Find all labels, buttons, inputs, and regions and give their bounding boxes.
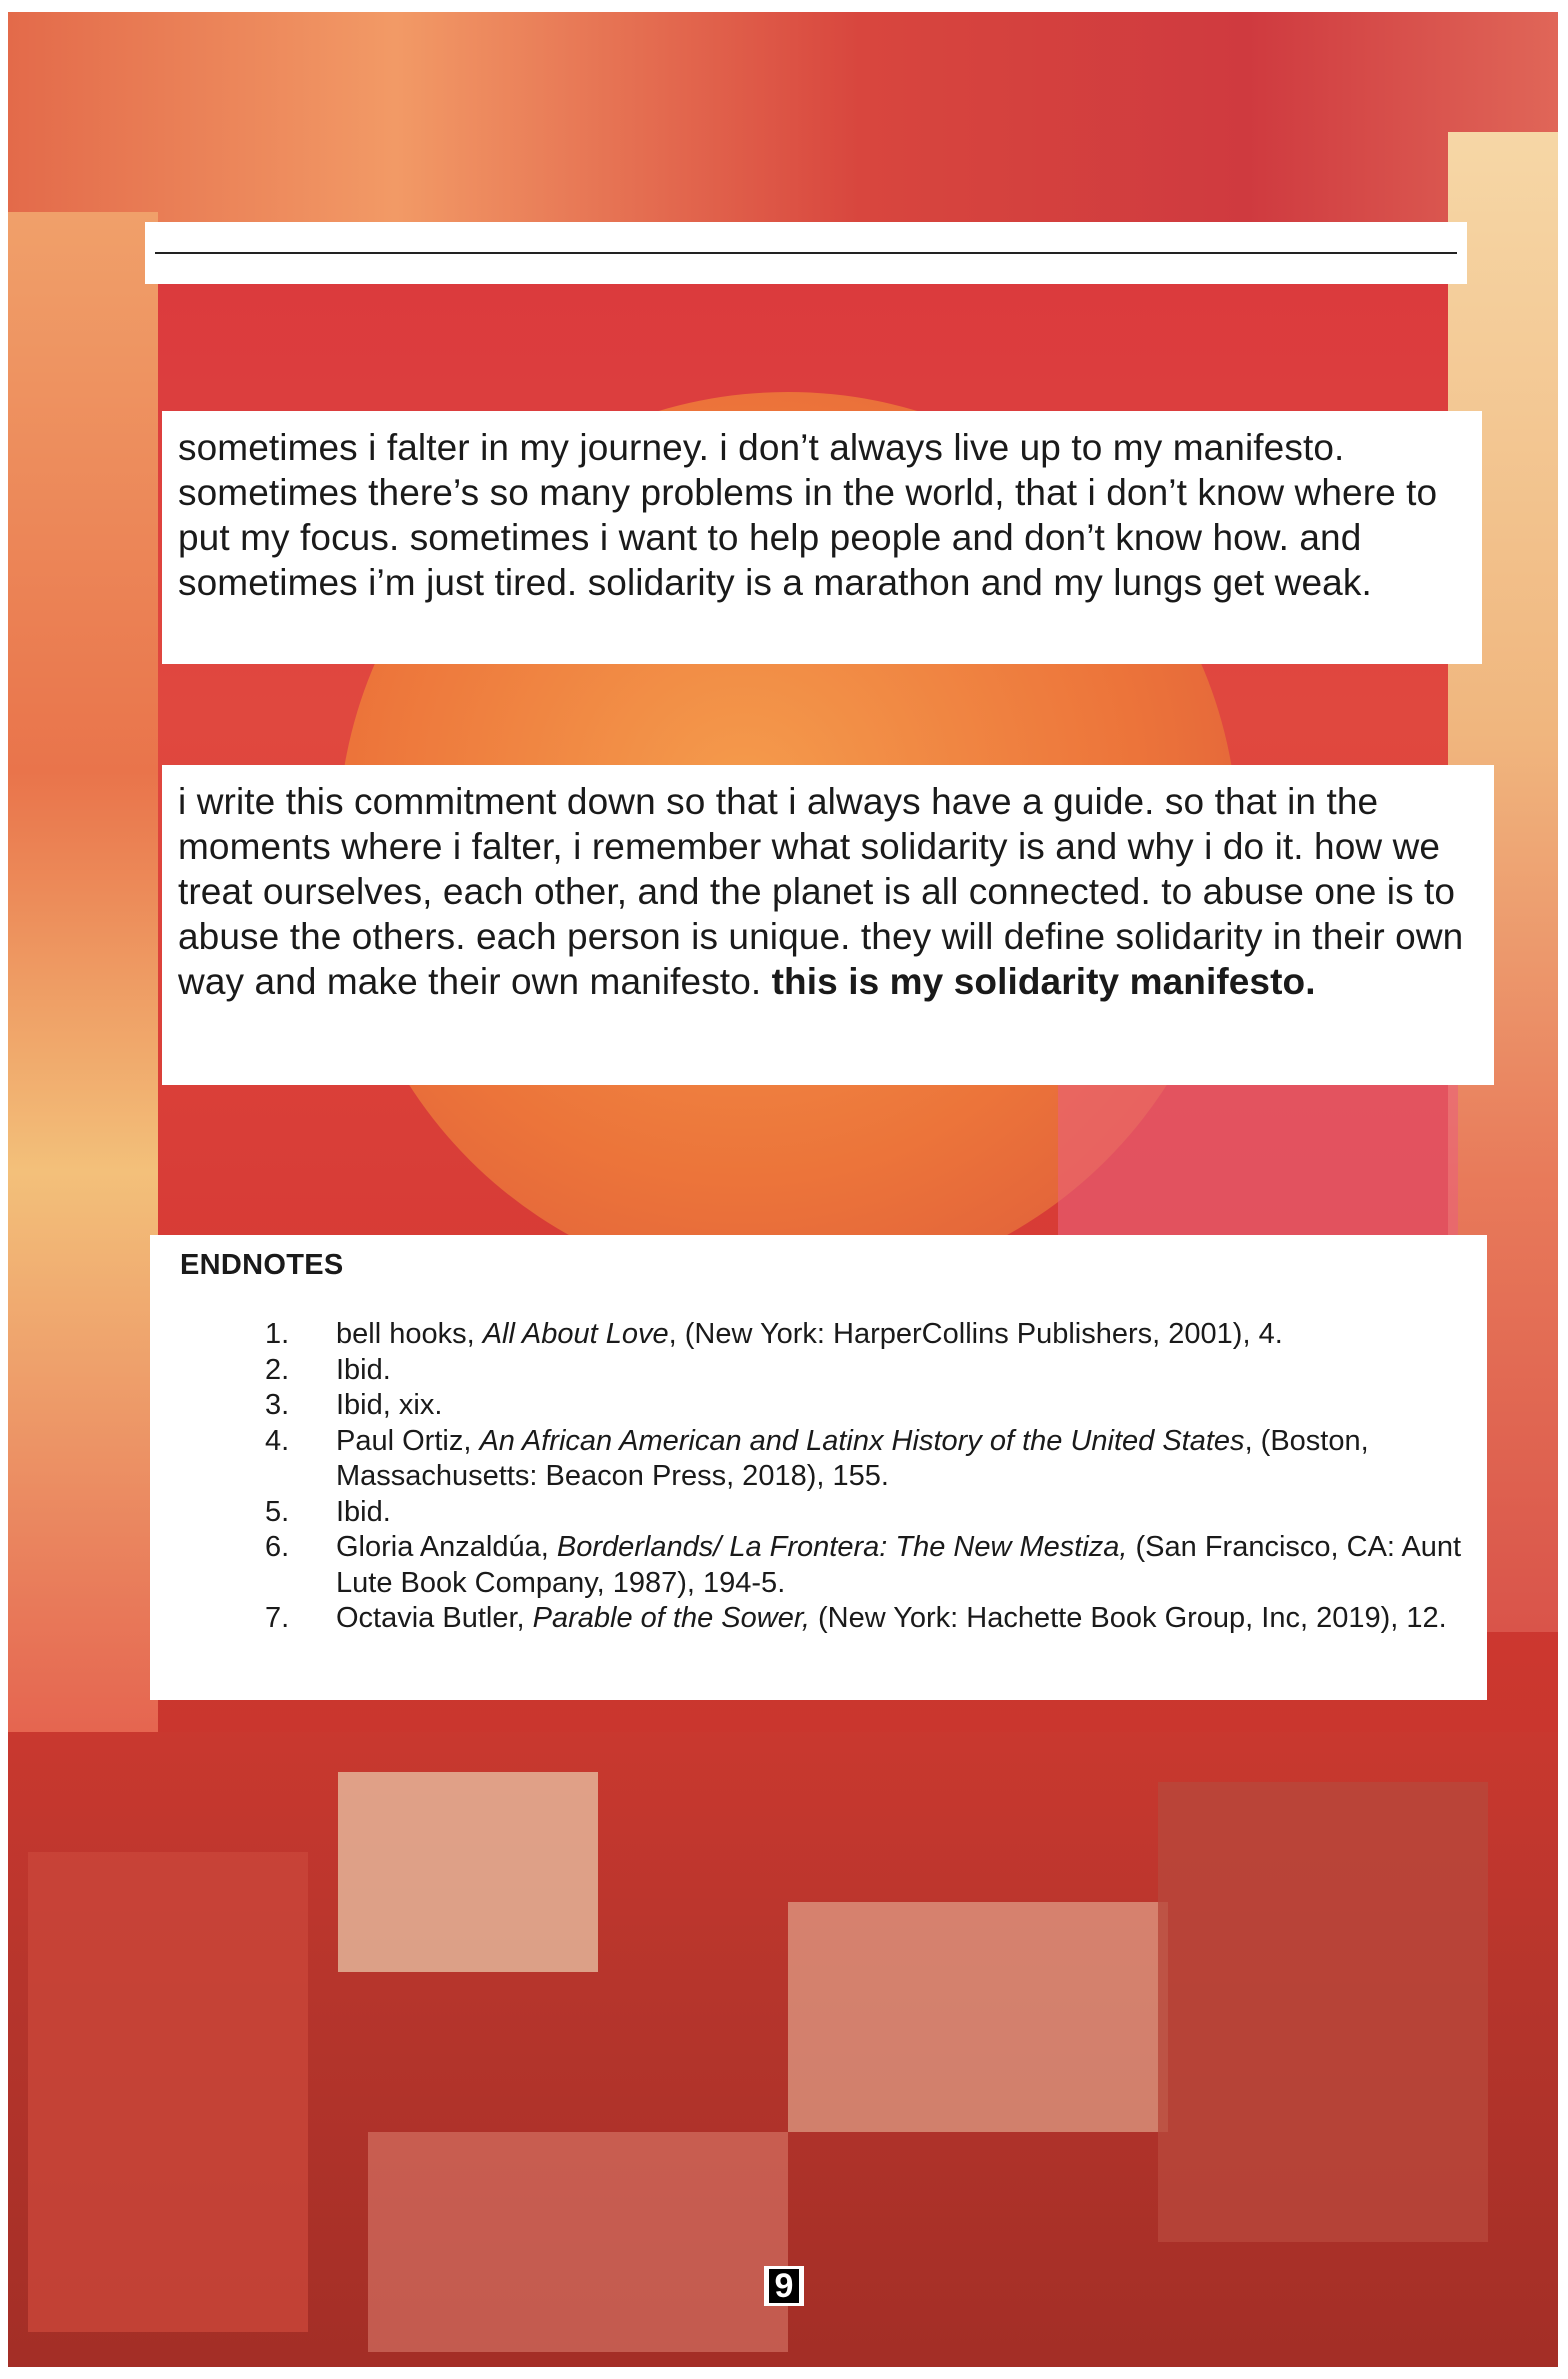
endnote-item [150, 1495, 1487, 1531]
endnote-citation: (New York: Hachette Book Group, Inc, 2019), 12. [809, 1602, 1447, 1634]
endnote-text: bell hooks, [336, 1318, 483, 1350]
collage-left-strip [8, 212, 158, 1812]
endnote-number: 5. [265, 1495, 290, 1528]
endnote-number: 6. [265, 1531, 290, 1563]
endnote-text: Gloria Anzaldúa, [336, 1531, 557, 1563]
endnote-title: Borderlands/ La Frontera: The New Mestiza, [556, 1531, 1128, 1563]
paragraph-two-box [162, 765, 1494, 1085]
paragraph-two-body: i write this commitment down so that i always have a guide. so that in the moments where i falter, i remember what solidarity is and why i do it. how we treat ourselves, each other, and the planet is all connected. to abuse one is to abuse the others. each person is unique. they will define solidarity in their own way and make their own manifesto. [178, 781, 1464, 1002]
page-number [764, 2266, 804, 2306]
endnote-item [150, 1530, 1487, 1601]
endnote-number: 3. [265, 1389, 290, 1421]
endnote-number: 7. [265, 1602, 290, 1634]
endnote-citation: , (Boston, Massachusetts: Beacon Press, 2018), 155. [336, 1424, 1369, 1492]
endnote-item [150, 1424, 1487, 1495]
endnotes-list [150, 1317, 1487, 1637]
endnote-title: Parable of the Sower, [532, 1602, 810, 1634]
endnotes-title: ENDNOTES [180, 1249, 344, 1281]
building-block [28, 1852, 308, 2332]
endnote-number: 2. [265, 1353, 290, 1386]
endnote-number: 4. [265, 1424, 290, 1457]
endnote-title: All About Love [482, 1318, 669, 1350]
page-number-label: 9 [769, 2269, 799, 2303]
photo-collage-background [8, 12, 1558, 2367]
endnote-citation: (San Francisco, CA: Aunt Lute Book Company, 1987), 194-5. [336, 1531, 1462, 1599]
endnote-item [150, 1317, 1487, 1353]
endnotes-box [150, 1235, 1487, 1700]
endnote-text: Ibid. [336, 1353, 391, 1386]
endnote-item [150, 1601, 1487, 1637]
endnote-text: Octavia Butler, [336, 1602, 533, 1634]
header-rule [155, 252, 1457, 254]
endnote-title: An African American and Latinx History of the United States [479, 1424, 1245, 1457]
endnote-text: Paul Ortiz, [336, 1424, 480, 1457]
collage-top-photo [8, 12, 1558, 242]
endnote-citation: , (New York: HarperCollins Publishers, 2001), 4. [668, 1318, 1283, 1350]
paragraph-one-box [162, 411, 1482, 664]
header-strip [145, 222, 1467, 284]
endnote-item [150, 1388, 1487, 1424]
building-block [1158, 1782, 1488, 2242]
building-block [368, 2132, 788, 2352]
endnote-item [150, 1353, 1487, 1389]
building-block [788, 1902, 1168, 2132]
paragraph-two-text [178, 779, 1484, 1004]
building-block [338, 1772, 598, 1972]
paragraph-two-bold: this is my solidarity manifesto. [771, 961, 1316, 1002]
paragraph-one-text: sometimes i falter in my journey. i don’t always live up to my manifesto. sometimes there’s so many problems in the world, that i don’t know where to put my focus. sometimes i want to help people and don’t know how. and sometimes i’m just tired. solidarity is a marathon and my lungs get weak. [178, 427, 1438, 603]
endnote-number: 1. [265, 1318, 290, 1350]
endnote-text: Ibid. [336, 1495, 391, 1528]
endnote-text: Ibid, xix. [336, 1389, 443, 1421]
